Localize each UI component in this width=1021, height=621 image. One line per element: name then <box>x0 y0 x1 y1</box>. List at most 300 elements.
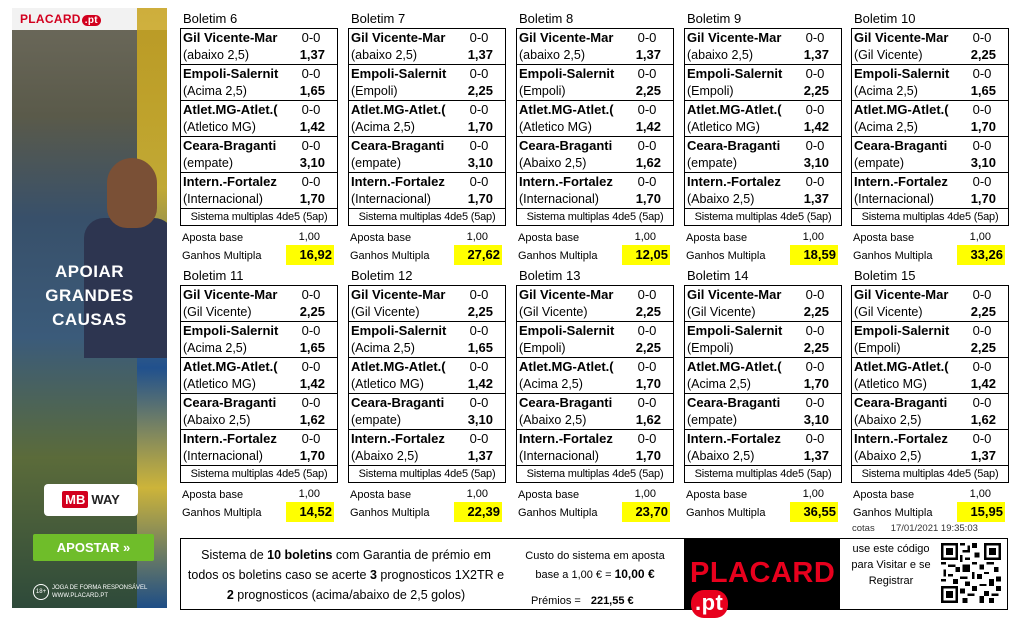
match-name: Atlet.MG-Atlet.( <box>351 359 446 374</box>
boletim-title: Boletim 10 <box>854 11 916 26</box>
bet-odd: 1,70 <box>970 191 996 206</box>
aposta-base-value: 1,00 <box>634 488 656 500</box>
match-name: Atlet.MG-Atlet.( <box>183 359 278 374</box>
match-name: Intern.-Fortalez <box>687 431 781 446</box>
aposta-base-value: 1,00 <box>298 488 320 500</box>
game-row <box>181 358 337 394</box>
match-name: Empoli-Salernit <box>351 323 447 338</box>
match-score: 0-0 <box>805 323 825 338</box>
games-table <box>180 285 338 483</box>
bet-pick: (Acima 2,5) <box>519 377 583 391</box>
match-name: Gil Vicente-Mar <box>519 30 614 45</box>
game-row <box>349 322 505 358</box>
bet-odd: 1,65 <box>299 340 325 355</box>
game-row <box>517 29 673 65</box>
match-score: 0-0 <box>972 395 992 410</box>
aposta-base-label: Aposta base <box>518 232 580 244</box>
bet-odd: 1,70 <box>299 191 325 206</box>
match-name: Intern.-Fortalez <box>351 431 445 446</box>
match-score: 0-0 <box>469 30 489 45</box>
game-row <box>685 394 841 430</box>
match-name: Empoli-Salernit <box>351 66 447 81</box>
ganhos-value: 15,95 <box>957 502 1005 522</box>
game-row <box>852 286 1008 322</box>
bet-pick: (Internacional) <box>854 192 934 206</box>
aposta-base-label: Aposta base <box>686 232 748 244</box>
bet-odd: 1,37 <box>970 448 996 463</box>
ganhos-value: 16,92 <box>286 245 334 265</box>
aposta-base-label: Aposta base <box>182 232 244 244</box>
bet-pick: (Abaixo 2,5) <box>183 413 251 427</box>
games-table <box>348 285 506 483</box>
bet-odd: 2,25 <box>635 304 661 319</box>
aposta-base-label: Aposta base <box>518 489 580 501</box>
bet-pick: (Empoli) <box>519 84 566 98</box>
ad-disclaimer: 18+ JOGA DE FORMA RESPONSÁVEL WWW.PLACARD.PT <box>33 584 163 600</box>
bet-odd: 1,70 <box>635 448 661 463</box>
bet-pick: (Empoli) <box>687 341 734 355</box>
sistema-label: Sistema multiplas 4de5 (5ap) <box>526 211 664 223</box>
games-table <box>348 28 506 226</box>
ganhos-label: Ganhos Multipla <box>350 250 430 262</box>
match-score: 0-0 <box>469 66 489 81</box>
game-row <box>685 358 841 394</box>
game-row <box>349 394 505 430</box>
bet-odd: 1,37 <box>803 191 829 206</box>
bet-pick: (Abaixo 2,5) <box>854 449 922 463</box>
bet-pick: (empate) <box>351 413 402 427</box>
game-row <box>852 173 1008 209</box>
bet-pick: (Acima 2,5) <box>854 84 918 98</box>
game-row <box>181 322 337 358</box>
match-name: Atlet.MG-Atlet.( <box>519 102 614 117</box>
bet-odd: 2,25 <box>299 304 325 319</box>
bet-pick: (Internacional) <box>351 192 431 206</box>
match-score: 0-0 <box>972 359 992 374</box>
bet-odd: 1,42 <box>299 119 325 134</box>
bet-pick: (abaixo 2,5) <box>687 48 754 62</box>
bet-pick: (Internacional) <box>519 449 599 463</box>
bet-odd: 1,70 <box>803 376 829 391</box>
sistema-label: Sistema multiplas 4de5 (5ap) <box>861 468 999 480</box>
bet-pick: (Gil Vicente) <box>687 305 756 319</box>
ganhos-label: Ganhos Multipla <box>182 507 262 519</box>
cotas-timestamp: cotas 17/01/2021 19:35:03 <box>852 523 978 534</box>
bet-pick: (abaixo 2,5) <box>519 48 586 62</box>
game-row <box>685 65 841 101</box>
match-score: 0-0 <box>972 66 992 81</box>
ganhos-value: 14,52 <box>286 502 334 522</box>
bet-pick: (Atletico MG) <box>687 120 760 134</box>
game-row <box>852 65 1008 101</box>
bet-odd: 1,37 <box>299 47 325 62</box>
bet-odd: 1,42 <box>970 376 996 391</box>
match-score: 0-0 <box>972 323 992 338</box>
games-table <box>851 28 1009 226</box>
game-row <box>852 358 1008 394</box>
match-score: 0-0 <box>805 287 825 302</box>
aposta-base-value: 1,00 <box>969 231 991 243</box>
bet-pick: (Abaixo 2,5) <box>687 449 755 463</box>
match-score: 0-0 <box>301 287 321 302</box>
match-score: 0-0 <box>972 287 992 302</box>
system-description: Sistema de 10 boletins com Garantia de prémio em todos os boletins caso se acerte 3 prognosticos 1X2TR e 2 prognosticos (acima/abaixo de 2,5 golos) <box>187 548 505 602</box>
bet-odd: 1,42 <box>803 119 829 134</box>
bet-pick: (empate) <box>687 413 738 427</box>
ganhos-value: 12,05 <box>622 245 670 265</box>
game-row <box>181 394 337 430</box>
game-row <box>685 430 841 466</box>
aposta-base-label: Aposta base <box>350 489 412 501</box>
bet-odd: 3,10 <box>467 155 493 170</box>
match-name: Ceara-Braganti <box>519 138 613 153</box>
boletim-title: Boletim 8 <box>519 11 574 26</box>
match-name: Empoli-Salernit <box>519 323 615 338</box>
game-row <box>852 430 1008 466</box>
match-name: Atlet.MG-Atlet.( <box>519 359 614 374</box>
bet-odd: 1,70 <box>467 119 493 134</box>
match-score: 0-0 <box>805 30 825 45</box>
match-name: Ceara-Braganti <box>687 395 781 410</box>
sistema-label: Sistema multiplas 4de5 (5ap) <box>694 211 832 223</box>
qr-code-icon[interactable] <box>941 543 1001 603</box>
ganhos-label: Ganhos Multipla <box>518 250 598 262</box>
match-name: Atlet.MG-Atlet.( <box>854 359 949 374</box>
aposta-base-value: 1,00 <box>466 488 488 500</box>
games-table <box>851 285 1009 483</box>
game-row <box>349 358 505 394</box>
game-row <box>685 286 841 322</box>
bet-pick: (empate) <box>183 156 234 170</box>
game-row <box>517 322 673 358</box>
match-score: 0-0 <box>301 66 321 81</box>
match-name: Intern.-Fortalez <box>854 431 948 446</box>
match-name: Atlet.MG-Atlet.( <box>854 102 949 117</box>
game-row <box>181 286 337 322</box>
match-score: 0-0 <box>972 102 992 117</box>
match-name: Empoli-Salernit <box>183 323 279 338</box>
game-row <box>517 137 673 173</box>
match-score: 0-0 <box>972 174 992 189</box>
ganhos-value: 33,26 <box>957 245 1005 265</box>
bet-odd: 3,10 <box>467 412 493 427</box>
match-score: 0-0 <box>301 431 321 446</box>
match-name: Empoli-Salernit <box>519 66 615 81</box>
ganhos-value: 22,39 <box>454 502 502 522</box>
match-score: 0-0 <box>469 138 489 153</box>
bet-odd: 2,25 <box>467 304 493 319</box>
match-name: Empoli-Salernit <box>854 323 950 338</box>
match-name: Empoli-Salernit <box>687 66 783 81</box>
boletim-title: Boletim 14 <box>687 268 749 283</box>
game-row <box>349 137 505 173</box>
match-name: Gil Vicente-Mar <box>854 30 949 45</box>
bet-odd: 1,37 <box>635 47 661 62</box>
match-name: Ceara-Braganti <box>183 395 277 410</box>
bet-odd: 2,25 <box>635 83 661 98</box>
bet-pick: (Atletico MG) <box>351 377 424 391</box>
ganhos-label: Ganhos Multipla <box>182 250 262 262</box>
match-name: Intern.-Fortalez <box>687 174 781 189</box>
match-score: 0-0 <box>637 431 657 446</box>
bet-pick: (Internacional) <box>183 192 263 206</box>
aposta-base-label: Aposta base <box>686 489 748 501</box>
match-score: 0-0 <box>972 30 992 45</box>
placard-logo[interactable]: PLACARD.pt <box>684 539 840 609</box>
match-score: 0-0 <box>301 138 321 153</box>
match-score: 0-0 <box>301 174 321 189</box>
bet-odd: 3,10 <box>803 155 829 170</box>
game-row <box>517 65 673 101</box>
games-table <box>516 285 674 483</box>
bet-odd: 1,70 <box>635 191 661 206</box>
match-score: 0-0 <box>301 359 321 374</box>
bet-odd: 1,37 <box>803 448 829 463</box>
sistema-label: Sistema multiplas 4de5 (5ap) <box>358 211 496 223</box>
qr-instructions: use este código para Visitar e se Registrar <box>851 543 931 587</box>
match-name: Gil Vicente-Mar <box>519 287 614 302</box>
match-score: 0-0 <box>469 323 489 338</box>
game-row <box>852 322 1008 358</box>
bet-odd: 1,62 <box>635 412 661 427</box>
match-name: Atlet.MG-Atlet.( <box>687 359 782 374</box>
bet-pick: (Acima 2,5) <box>854 120 918 134</box>
match-name: Ceara-Braganti <box>351 395 445 410</box>
match-score: 0-0 <box>301 323 321 338</box>
bet-odd: 2,25 <box>635 340 661 355</box>
game-row <box>349 29 505 65</box>
games-table <box>684 28 842 226</box>
ganhos-label: Ganhos Multipla <box>686 250 766 262</box>
bet-pick: (Abaixo 2,5) <box>351 449 419 463</box>
match-score: 0-0 <box>469 174 489 189</box>
bet-pick: (Atletico MG) <box>183 120 256 134</box>
bet-odd: 2,25 <box>970 304 996 319</box>
boletim-title: Boletim 13 <box>519 268 581 283</box>
match-score: 0-0 <box>469 287 489 302</box>
bet-odd: 1,62 <box>970 412 996 427</box>
game-row <box>517 358 673 394</box>
bet-pick: (Empoli) <box>519 341 566 355</box>
match-score: 0-0 <box>469 102 489 117</box>
bet-pick: (Internacional) <box>183 449 263 463</box>
bet-odd: 1,70 <box>299 448 325 463</box>
bet-pick: (Acima 2,5) <box>183 341 247 355</box>
bet-pick: (abaixo 2,5) <box>183 48 250 62</box>
match-name: Gil Vicente-Mar <box>687 30 782 45</box>
game-row <box>349 173 505 209</box>
game-row <box>517 101 673 137</box>
ganhos-label: Ganhos Multipla <box>686 507 766 519</box>
match-score: 0-0 <box>637 359 657 374</box>
sistema-label: Sistema multiplas 4de5 (5ap) <box>358 468 496 480</box>
system-summary <box>180 538 1008 615</box>
apostar-button[interactable]: APOSTAR » <box>33 534 154 561</box>
match-score: 0-0 <box>637 66 657 81</box>
match-name: Gil Vicente-Mar <box>854 287 949 302</box>
bet-odd: 2,25 <box>970 47 996 62</box>
match-name: Ceara-Braganti <box>351 138 445 153</box>
bet-odd: 3,10 <box>803 412 829 427</box>
bet-odd: 1,62 <box>635 155 661 170</box>
sistema-label: Sistema multiplas 4de5 (5ap) <box>526 468 664 480</box>
bet-pick: (empate) <box>351 156 402 170</box>
game-row <box>852 101 1008 137</box>
match-name: Intern.-Fortalez <box>183 431 277 446</box>
game-row <box>685 29 841 65</box>
match-name: Gil Vicente-Mar <box>351 287 446 302</box>
game-row <box>349 286 505 322</box>
match-score: 0-0 <box>637 30 657 45</box>
aposta-base-value: 1,00 <box>969 488 991 500</box>
bet-odd: 3,10 <box>970 155 996 170</box>
match-name: Atlet.MG-Atlet.( <box>183 102 278 117</box>
match-name: Gil Vicente-Mar <box>351 30 446 45</box>
boletim-title: Boletim 15 <box>854 268 916 283</box>
game-row <box>685 101 841 137</box>
match-name: Atlet.MG-Atlet.( <box>687 102 782 117</box>
game-row <box>685 322 841 358</box>
games-table <box>684 285 842 483</box>
game-row <box>852 137 1008 173</box>
ad-banner[interactable] <box>12 8 167 608</box>
match-name: Ceara-Braganti <box>519 395 613 410</box>
aposta-base-value: 1,00 <box>466 231 488 243</box>
bet-odd: 1,70 <box>635 376 661 391</box>
game-row <box>181 29 337 65</box>
ad-logo: PLACARD .pt <box>20 12 101 26</box>
bet-pick: (Gil Vicente) <box>854 48 923 62</box>
ganhos-label: Ganhos Multipla <box>350 507 430 519</box>
sistema-label: Sistema multiplas 4de5 (5ap) <box>190 211 328 223</box>
match-name: Intern.-Fortalez <box>183 174 277 189</box>
match-score: 0-0 <box>301 102 321 117</box>
match-score: 0-0 <box>972 138 992 153</box>
bet-pick: (Empoli) <box>854 341 901 355</box>
aposta-base-value: 1,00 <box>298 231 320 243</box>
match-name: Empoli-Salernit <box>854 66 950 81</box>
ganhos-label: Ganhos Multipla <box>853 507 933 519</box>
ganhos-label: Ganhos Multipla <box>853 250 933 262</box>
game-row <box>685 173 841 209</box>
bet-odd: 1,37 <box>803 47 829 62</box>
match-score: 0-0 <box>805 395 825 410</box>
bet-pick: (Abaixo 2,5) <box>519 156 587 170</box>
match-score: 0-0 <box>637 138 657 153</box>
game-row <box>181 65 337 101</box>
bet-pick: (Gil Vicente) <box>519 305 588 319</box>
boletim-title: Boletim 6 <box>183 11 238 26</box>
match-score: 0-0 <box>301 30 321 45</box>
bet-pick: (Internacional) <box>519 192 599 206</box>
game-row <box>852 29 1008 65</box>
match-score: 0-0 <box>469 431 489 446</box>
bet-odd: 1,65 <box>467 340 493 355</box>
match-name: Ceara-Braganti <box>854 395 948 410</box>
ad-player-head <box>107 158 157 228</box>
match-score: 0-0 <box>637 323 657 338</box>
bet-pick: (Gil Vicente) <box>351 305 420 319</box>
ganhos-value: 36,55 <box>790 502 838 522</box>
premios-total: Prémios = 221,55 € <box>531 595 634 607</box>
match-score: 0-0 <box>805 138 825 153</box>
boletim-title: Boletim 7 <box>351 11 406 26</box>
sistema-label: Sistema multiplas 4de5 (5ap) <box>861 211 999 223</box>
bet-pick: (Empoli) <box>687 84 734 98</box>
match-score: 0-0 <box>805 359 825 374</box>
match-name: Atlet.MG-Atlet.( <box>351 102 446 117</box>
game-row <box>349 101 505 137</box>
match-name: Intern.-Fortalez <box>351 174 445 189</box>
games-table <box>516 28 674 226</box>
match-score: 0-0 <box>469 395 489 410</box>
games-table <box>180 28 338 226</box>
bet-odd: 1,37 <box>467 448 493 463</box>
game-row <box>181 137 337 173</box>
bet-pick: (Acima 2,5) <box>183 84 247 98</box>
sistema-label: Sistema multiplas 4de5 (5ap) <box>190 468 328 480</box>
match-score: 0-0 <box>301 395 321 410</box>
match-score: 0-0 <box>805 66 825 81</box>
match-score: 0-0 <box>637 102 657 117</box>
bet-odd: 1,42 <box>467 376 493 391</box>
bet-pick: (Atletico MG) <box>183 377 256 391</box>
match-name: Empoli-Salernit <box>183 66 279 81</box>
bet-pick: (Abaixo 2,5) <box>854 413 922 427</box>
bet-pick: (empate) <box>854 156 905 170</box>
bet-pick: (Acima 2,5) <box>687 377 751 391</box>
match-score: 0-0 <box>805 431 825 446</box>
aposta-base-value: 1,00 <box>634 231 656 243</box>
match-name: Intern.-Fortalez <box>854 174 948 189</box>
match-name: Ceara-Braganti <box>854 138 948 153</box>
bet-odd: 1,65 <box>299 83 325 98</box>
match-score: 0-0 <box>972 431 992 446</box>
bet-odd: 1,65 <box>970 83 996 98</box>
bet-odd: 1,42 <box>635 119 661 134</box>
age-18-icon: 18+ <box>33 584 49 600</box>
bet-pick: (Gil Vicente) <box>183 305 252 319</box>
aposta-base-label: Aposta base <box>182 489 244 501</box>
aposta-base-label: Aposta base <box>853 232 915 244</box>
ganhos-value: 27,62 <box>454 245 502 265</box>
bet-odd: 1,70 <box>970 119 996 134</box>
bet-odd: 2,25 <box>970 340 996 355</box>
mbway-badge: MB WAY <box>44 484 138 516</box>
game-row <box>852 394 1008 430</box>
match-score: 0-0 <box>637 174 657 189</box>
match-score: 0-0 <box>805 174 825 189</box>
system-cost: Custo do sistema em aposta base a 1,00 € = 10,00 € <box>525 550 665 581</box>
bet-pick: (Abaixo 2,5) <box>519 413 587 427</box>
game-row <box>517 430 673 466</box>
game-row <box>517 286 673 322</box>
bet-pick: (Atletico MG) <box>854 377 927 391</box>
bet-odd: 2,25 <box>467 83 493 98</box>
bet-odd: 1,37 <box>467 47 493 62</box>
game-row <box>517 394 673 430</box>
bet-odd: 2,25 <box>803 83 829 98</box>
game-row <box>181 101 337 137</box>
match-name: Gil Vicente-Mar <box>183 287 278 302</box>
ganhos-value: 23,70 <box>622 502 670 522</box>
aposta-base-value: 1,00 <box>802 231 824 243</box>
ganhos-value: 18,59 <box>790 245 838 265</box>
game-row <box>181 430 337 466</box>
aposta-base-value: 1,00 <box>802 488 824 500</box>
bet-odd: 2,25 <box>803 304 829 319</box>
game-row <box>517 173 673 209</box>
